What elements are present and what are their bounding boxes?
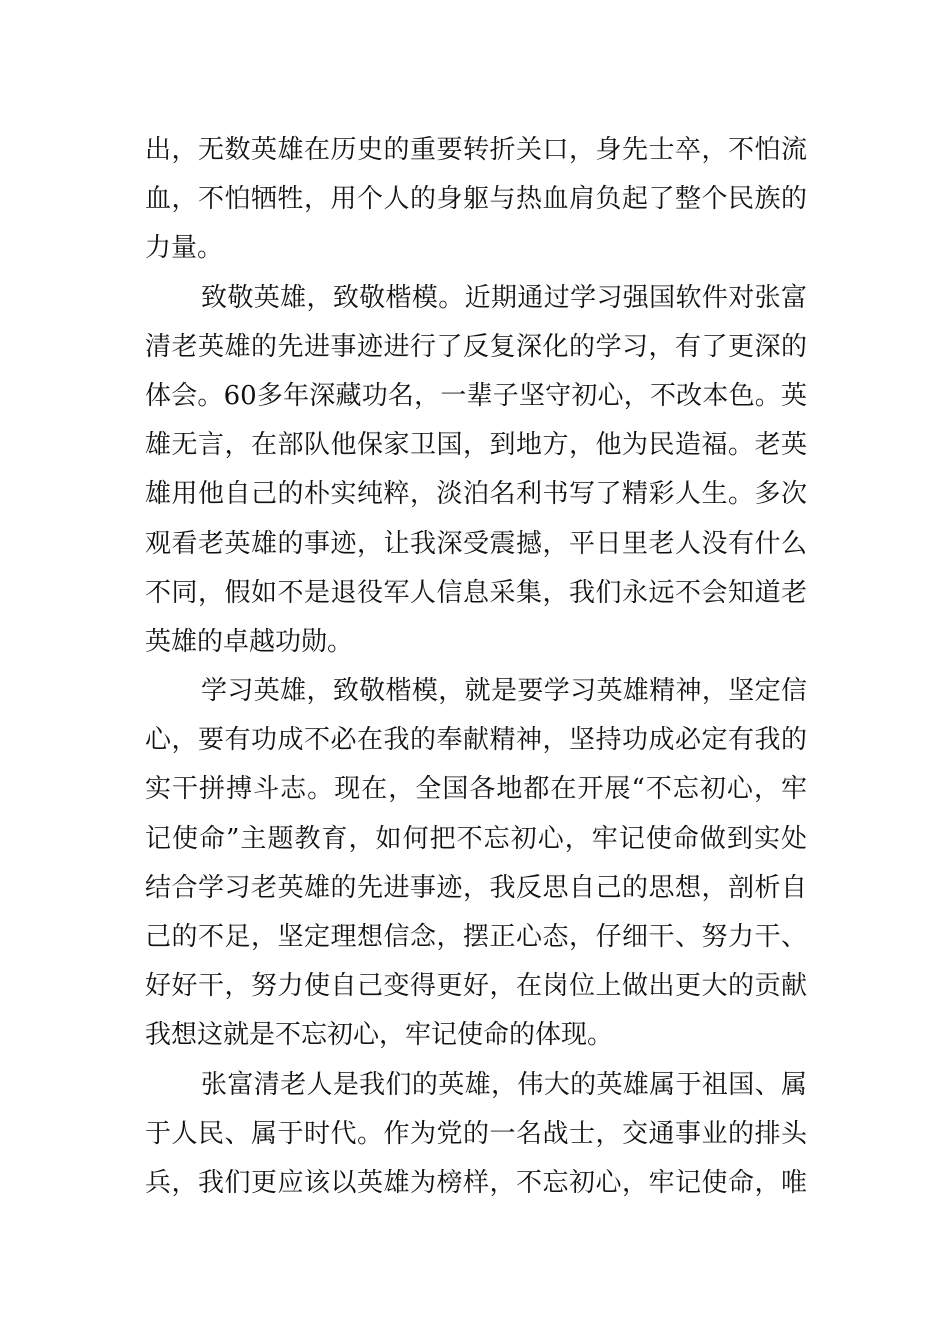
- text-line: 结合学习老英雄的先进事迹，我反思自己的思想，剖析自: [145, 872, 807, 903]
- text-line: 体会。60多年深藏功名，一辈子坚守初心，不改本色。英: [145, 380, 807, 411]
- text-line: 雄无言，在部队他保家卫国，到地方，他为民造福。老英: [145, 430, 807, 461]
- paragraph-first-line: 张富清老人是我们的英雄，伟大的英雄属于祖国、属: [201, 1069, 807, 1100]
- text-line: 好好干，努力使自己变得更好，在岗位上做出更大的贡献: [145, 971, 807, 1002]
- text-line: 心，要有功成不必在我的奉献精神，坚持功成必定有我的: [145, 725, 807, 756]
- paragraph-first-line: 学习英雄，致敬楷模，就是要学习英雄精神，坚定信: [201, 676, 807, 707]
- text-line: 观看老英雄的事迹，让我深受震撼，平日里老人没有什么: [145, 528, 807, 559]
- text-line: 出，无数英雄在历史的重要转折关口，身先士卒，不怕流: [145, 135, 807, 165]
- text-line: 血，不怕牺牲，用个人的身躯与热血肩负起了整个民族的: [145, 184, 807, 215]
- text-line: 力量。: [145, 233, 224, 264]
- text-line: 雄用他自己的朴实纯粹，淡泊名利书写了精彩人生。多次: [145, 479, 807, 510]
- paragraph-first-line: 致敬英雄，致敬楷模。近期通过学习强国软件对张富: [201, 282, 807, 313]
- text-line: 我想这就是不忘初心，牢记使命的体现。: [145, 1020, 614, 1051]
- text-line: 实干拼搏斗志。现在，全国各地都在开展“不忘初心，牢: [145, 774, 807, 805]
- text-line: 己的不足，坚定理想信念，摆正心态，仔细干、努力干、: [145, 922, 807, 952]
- text-line: 不同，假如不是退役军人信息采集，我们永远不会知道老: [145, 577, 807, 608]
- text-line: 兵，我们更应该以英雄为榜样，不忘初心，牢记使命，唯: [145, 1167, 807, 1198]
- text-line: 于人民、属于时代。作为党的一名战士，交通事业的排头: [145, 1118, 807, 1149]
- text-line: 英雄的卓越功勋。: [145, 626, 354, 657]
- document-body: [145, 126, 807, 1208]
- text-line: 记使命”主题教育，如何把不忘初心，牢记使命做到实处: [145, 823, 807, 854]
- text-line: 清老英雄的先进事迹进行了反复深化的学习，有了更深的: [145, 331, 807, 362]
